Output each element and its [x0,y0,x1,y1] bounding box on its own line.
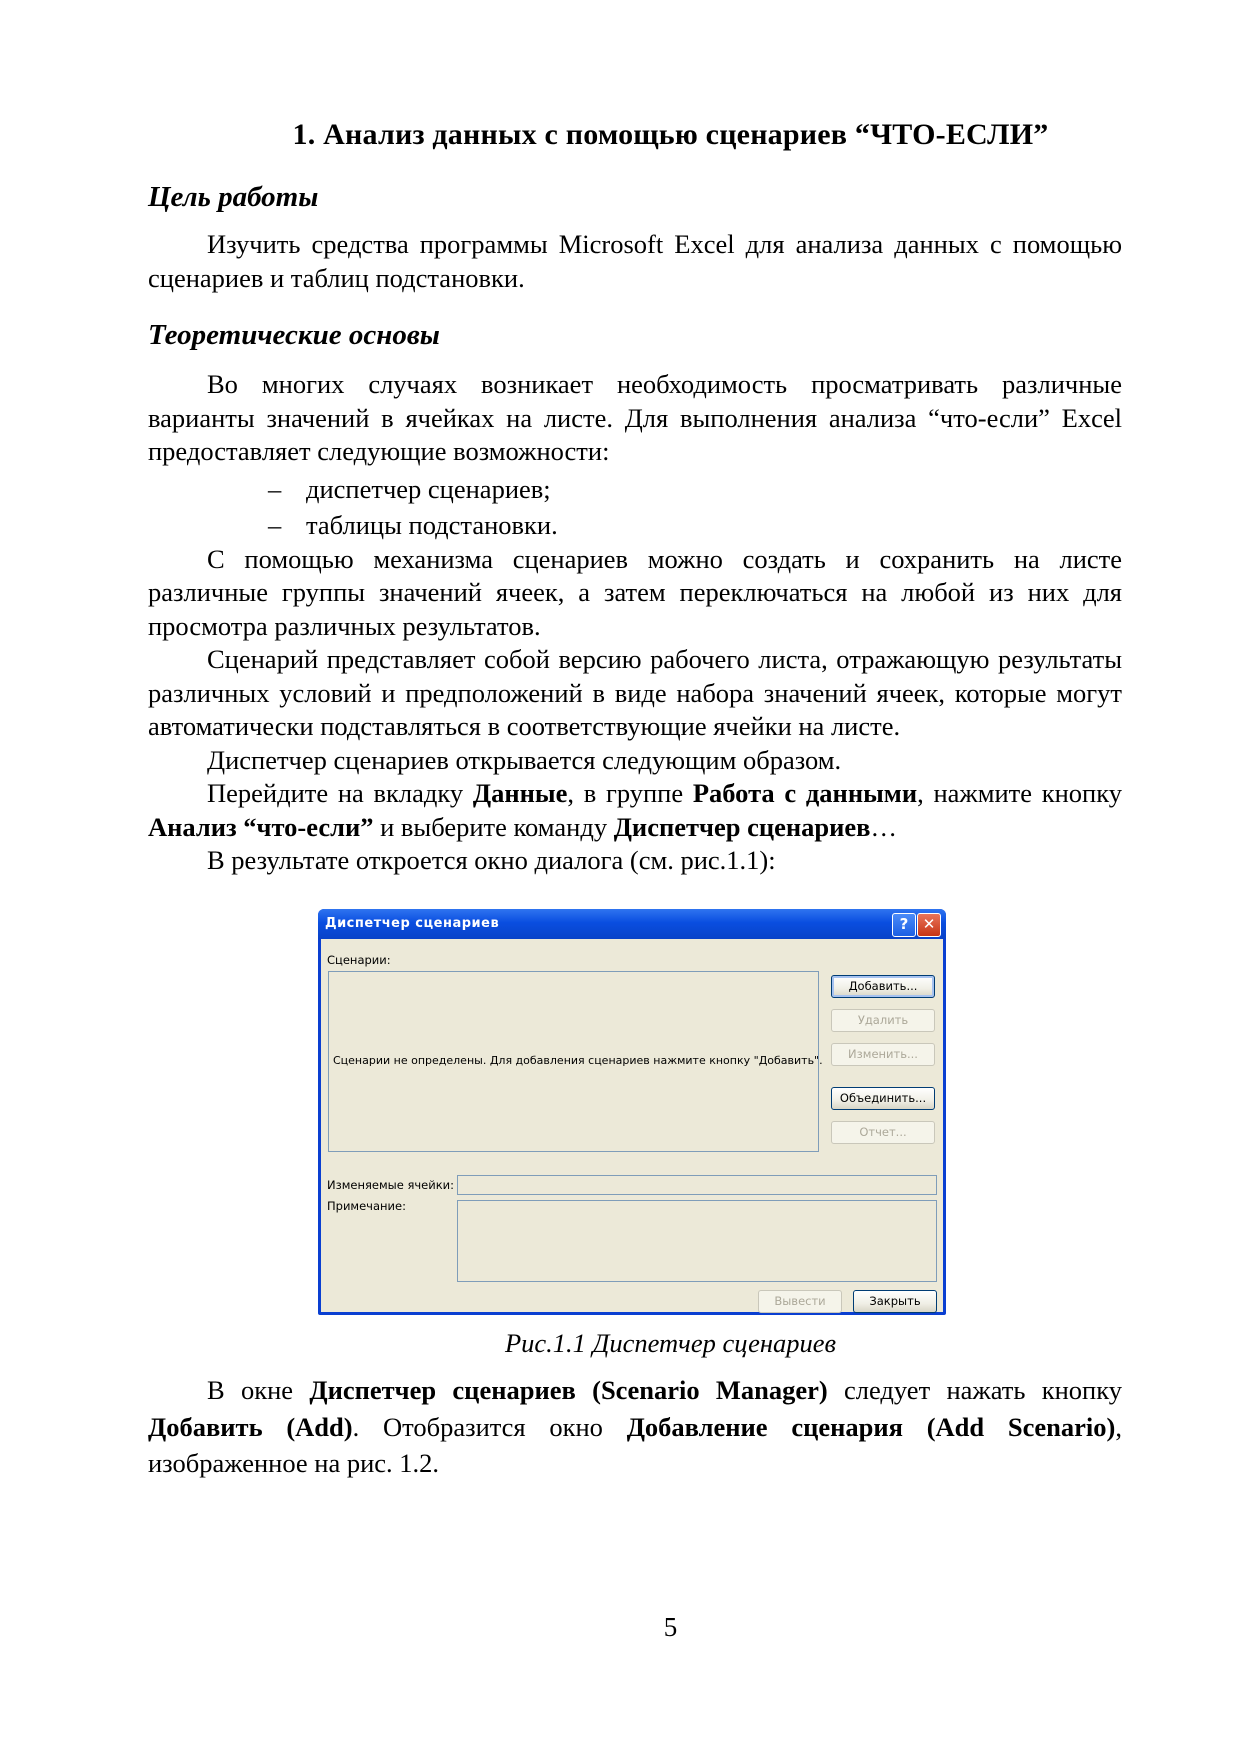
goal-heading: Цель работы [148,181,319,213]
goal-text [148,228,1122,295]
page-number: 5 [663,1612,678,1642]
figure-caption: Рис.1.1 Диспетчер сценариев [504,1328,837,1358]
show-button[interactable]: Вывести [758,1290,842,1313]
list-item: – диспетчер сценариев; [268,473,551,504]
scenario-manager-dialog [318,909,946,1315]
final-text [148,1372,1122,1482]
report-button[interactable]: Отчет... [831,1121,935,1144]
theory-heading: Теоретические основы [148,319,440,351]
page-title: 1. Анализ данных с помощью сценариев “ЧТО-ЕСЛИ” [292,118,1049,151]
theory-intro: Во многих случаях возникает необходимость просматривать различные варианты значений в ячейках на листе. Для выполнения анализа “что-если” Excel предоставляет следующие возможности: [148,369,1122,466]
changing-cells-label: Изменяемые ячейки: [327,1178,455,1192]
comment-field[interactable] [457,1200,937,1282]
close-icon[interactable]: ✕ [917,913,941,937]
goal-paragraph: Изучить средства программы Microsoft Excel для анализа данных с помощью сценариев и таблиц подстановки. [148,229,1122,293]
result-paragraph: В результате откроется окно диалога (см. рис.1.1): [207,845,776,875]
final-paragraph: В окне Диспетчер сценариев (Scenario Manager) следует нажать кнопку Добавить (Add). Отобразится окно Добавление сценария (Add Scenario), изображенное на рис. 1.2. [148,1375,1122,1478]
scenario-definition-paragraph: Сценарий представляет собой версию рабочего листа, отражающую результаты различных условий и предположений в виде набора значений ячеек, которые могут автоматически подставляться в соответствующие ячейки на листе. [148,644,1122,741]
scenarios-paragraph: С помощью механизма сценариев можно создать и сохранить на листе различные группы значений ячеек, а затем переключаться на любой из них для просмотра различных результатов. [148,543,1122,641]
delete-button[interactable]: Удалить [831,1009,935,1032]
scenarios-listbox[interactable] [328,971,823,1152]
merge-button[interactable]: Объединить... [831,1087,935,1110]
manager-open-paragraph: Диспетчер сценариев открывается следующим образом. [207,744,842,775]
changing-cells-field[interactable] [457,1175,937,1195]
empty-message: Сценарии не определены. Для добавления сценариев нажмите кнопку "Добавить". [333,1054,823,1067]
comment-label: Примечание: [327,1199,406,1213]
edit-button[interactable]: Изменить... [831,1043,935,1066]
dialog-titlebar [318,909,946,939]
scenarios-label: Сценарии: [327,953,391,967]
dialog-title: Диспетчер сценариев [325,916,500,931]
list-item: – таблицы подстановки. [268,509,558,540]
dialog-body [321,939,943,1312]
help-icon[interactable]: ? [892,913,916,937]
theory-text [148,368,1122,878]
add-button[interactable]: Добавить... [831,975,935,998]
instructions-paragraph: Перейдите на вкладку Данные, в группе Работа с данными, нажмите кнопку Анализ “что-если” и выберите команду Диспетчер сценариев… [148,778,1122,842]
features-list [148,471,1122,543]
close-button[interactable]: Закрыть [853,1290,937,1313]
